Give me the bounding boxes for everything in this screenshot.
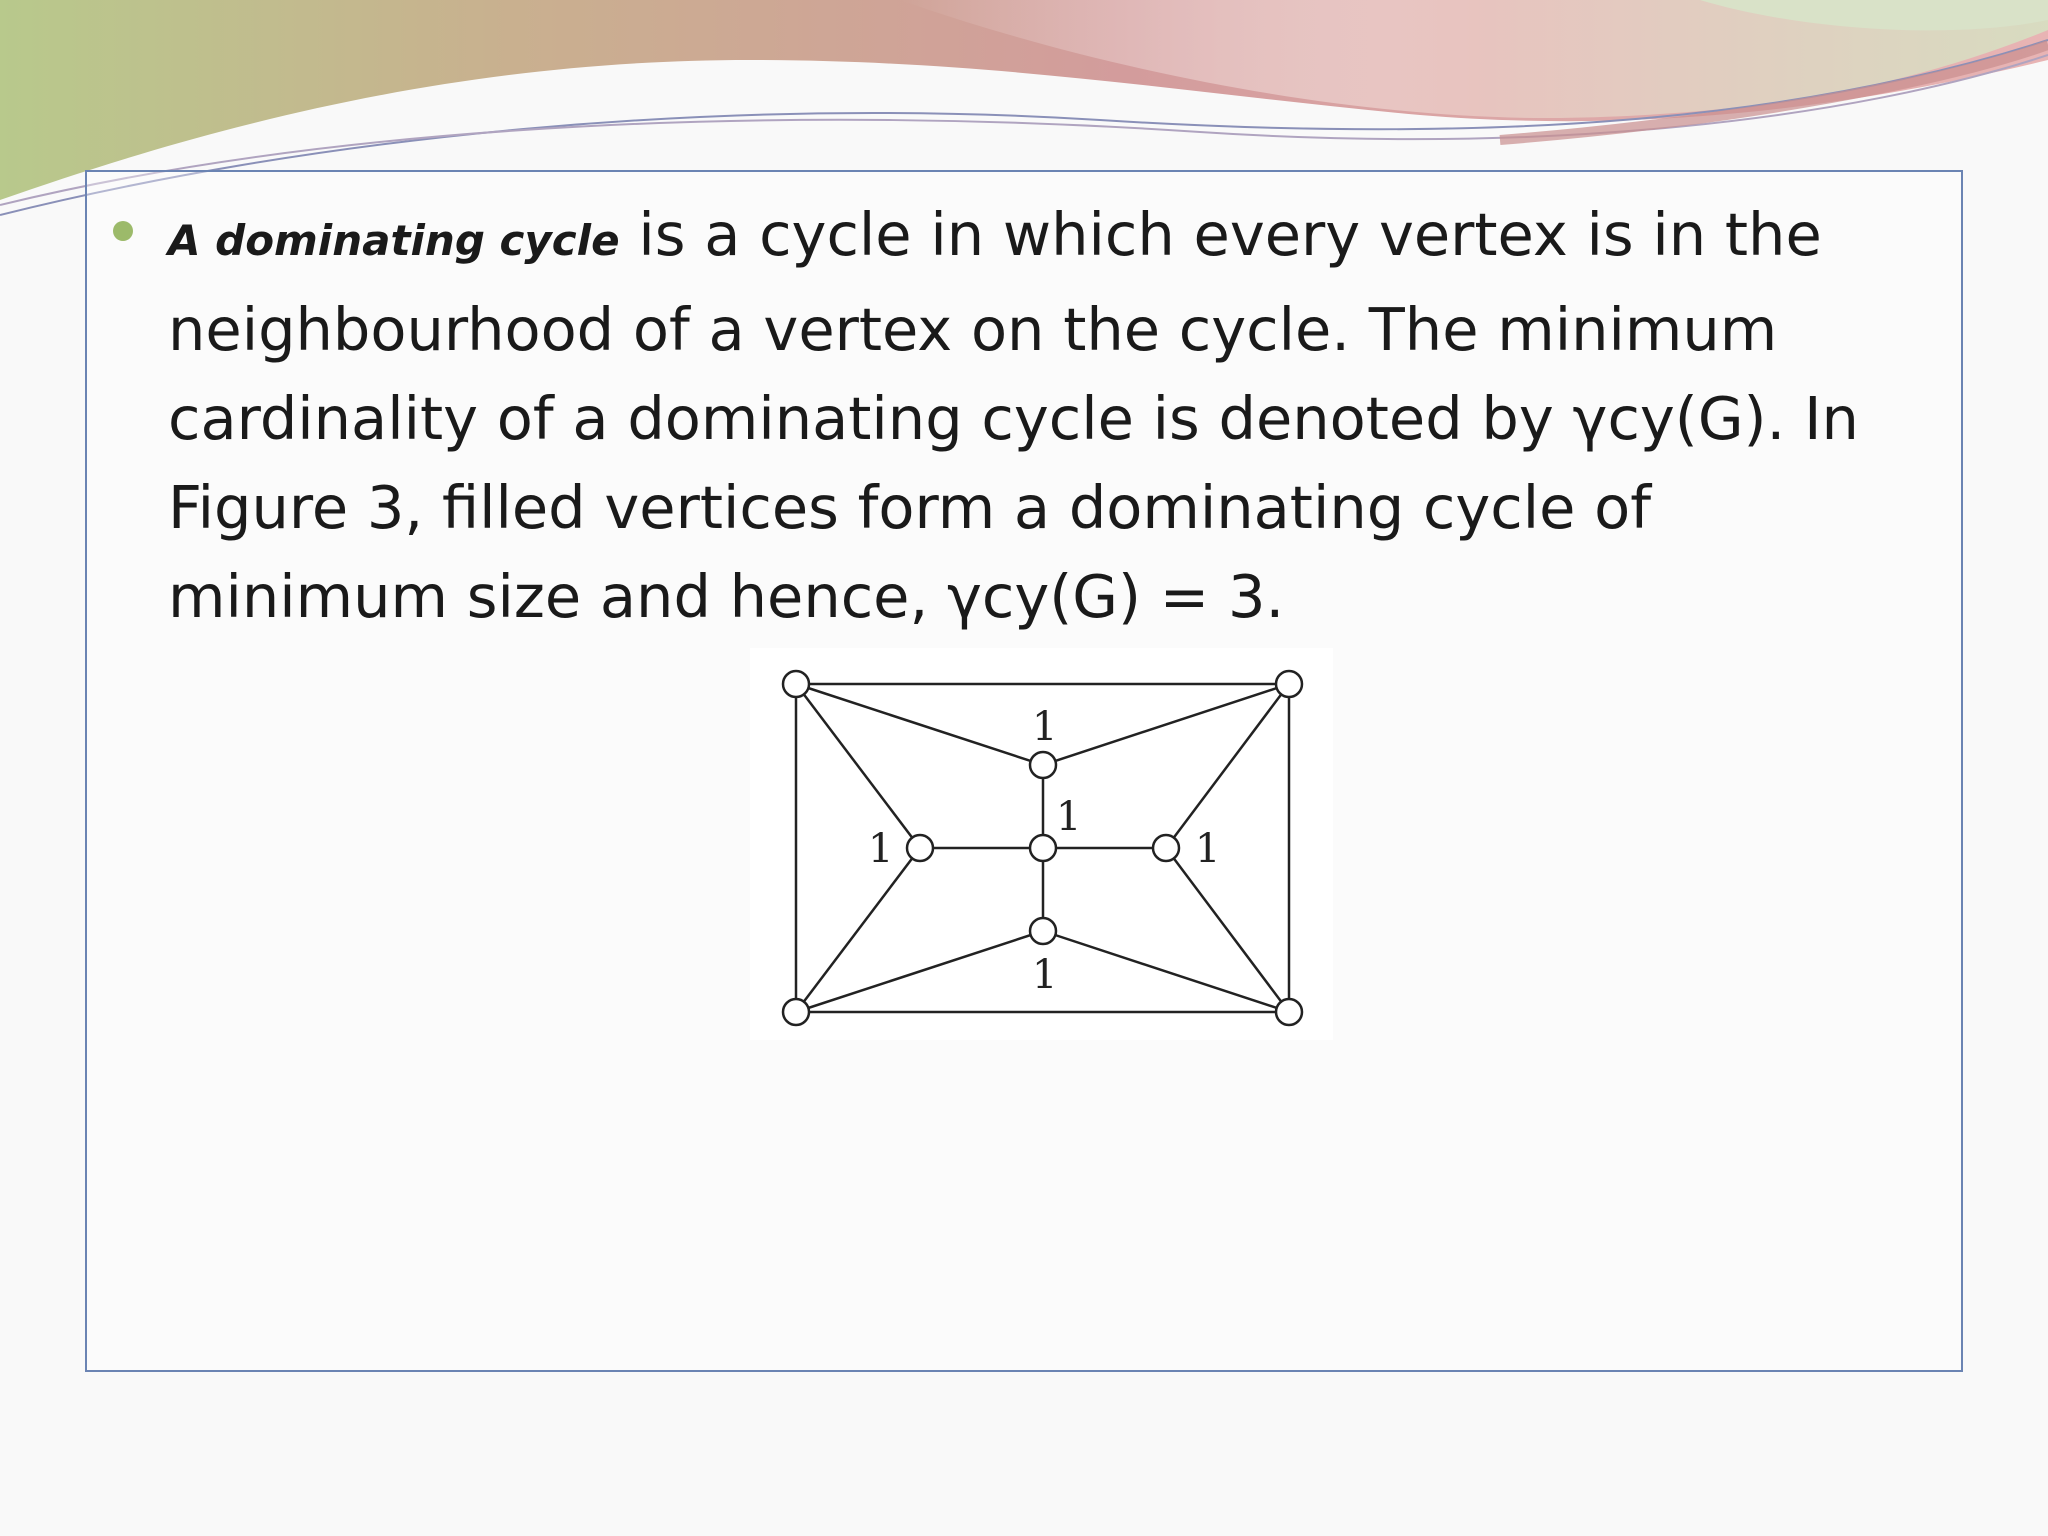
graph-vertex-center xyxy=(1030,835,1056,861)
vertex-label-right: 1 xyxy=(1195,826,1221,872)
graph-vertex-top xyxy=(1030,752,1056,778)
graph-vertex-bottom-right xyxy=(1276,999,1302,1025)
graph-vertex-left xyxy=(907,835,933,861)
bullet-icon xyxy=(113,221,133,241)
graph-edge xyxy=(796,931,1043,1012)
definition-text: is a cycle in which every vertex is in the neighbourhood of a vertex on the cycle. The minimum cardinality of a dominating cycle is denoted by γcy(G). In Figure 3, filled vertices form a dominating cycle of minimum size and hence, γcy(G) = 3. xyxy=(168,200,1859,631)
vertex-label-center: 1 xyxy=(1056,794,1082,840)
graph-vertex-top-right xyxy=(1276,671,1302,697)
graph-edge xyxy=(796,684,920,848)
graph-vertex-bottom-left xyxy=(783,999,809,1025)
graph-vertex-bottom xyxy=(1030,918,1056,944)
definition-term: A dominating cycle xyxy=(168,216,620,265)
dominating-cycle-graph-figure xyxy=(750,648,1333,1040)
vertex-label-left: 1 xyxy=(868,826,894,872)
graph-vertex-top-left xyxy=(783,671,809,697)
graph-edge xyxy=(796,684,1043,765)
graph-edge xyxy=(1043,931,1289,1012)
graph-vertex-right xyxy=(1153,835,1179,861)
vertex-label-bottom: 1 xyxy=(1032,952,1058,998)
graph-edge xyxy=(796,848,920,1012)
graph-edge xyxy=(1043,684,1289,765)
vertex-label-top: 1 xyxy=(1032,704,1058,750)
graph-edge xyxy=(1166,848,1289,1012)
graph-edge xyxy=(1166,684,1289,848)
definition-paragraph xyxy=(168,190,1928,641)
